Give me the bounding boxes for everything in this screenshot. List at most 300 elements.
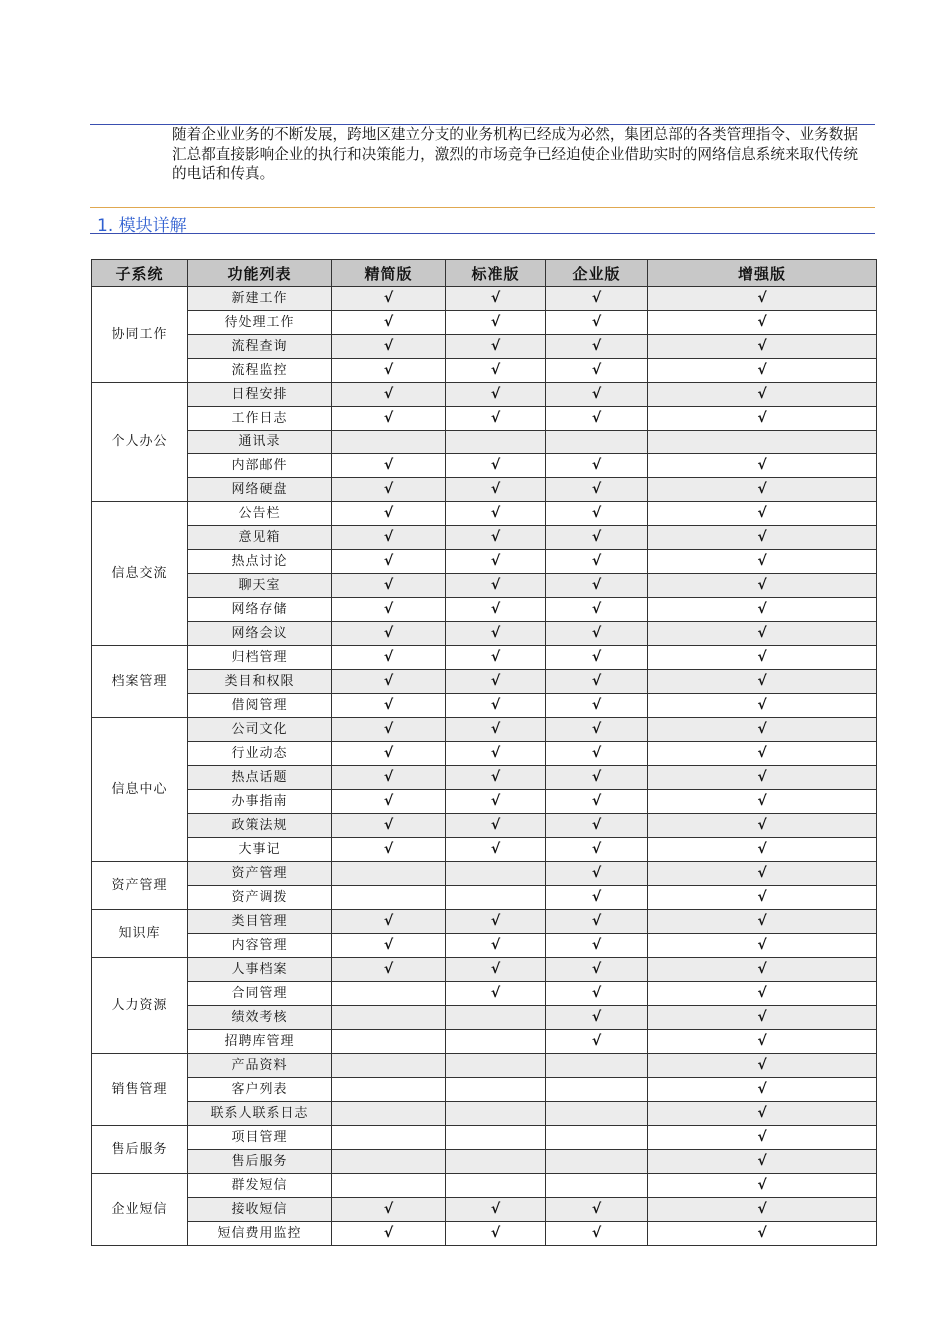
edition-support-cell <box>648 1006 877 1030</box>
edition-support-cell <box>648 431 877 454</box>
edition-support-cell <box>332 311 446 335</box>
check-mark-icon: √ <box>757 697 767 713</box>
subsystem-cell: 资产管理 <box>92 862 188 910</box>
edition-support-cell <box>446 910 546 934</box>
table-row <box>92 526 877 550</box>
check-mark-icon: √ <box>591 1009 602 1025</box>
check-mark-icon: √ <box>591 1225 602 1241</box>
table-row <box>92 598 877 622</box>
edition-support-cell <box>648 646 877 670</box>
check-mark-icon: √ <box>383 553 394 569</box>
edition-support-cell <box>546 502 648 526</box>
function-cell: 内容管理 <box>188 934 332 958</box>
check-mark-icon: √ <box>757 505 767 521</box>
check-mark-icon: √ <box>757 961 767 977</box>
edition-support-cell <box>332 838 446 862</box>
check-mark-icon: √ <box>490 745 501 761</box>
check-mark-icon: √ <box>757 1201 767 1217</box>
edition-support-cell <box>546 1030 648 1054</box>
edition-support-cell <box>648 359 877 383</box>
check-mark-icon: √ <box>383 745 394 761</box>
check-mark-icon: √ <box>757 338 767 354</box>
table-row <box>92 886 877 910</box>
edition-support-cell <box>648 574 877 598</box>
check-mark-icon: √ <box>591 793 602 809</box>
edition-support-cell <box>648 1198 877 1222</box>
table-row <box>92 934 877 958</box>
check-mark-icon: √ <box>383 314 394 330</box>
edition-support-cell <box>648 550 877 574</box>
check-mark-icon: √ <box>490 913 501 929</box>
edition-support-cell <box>332 1102 446 1126</box>
check-mark-icon: √ <box>591 577 602 593</box>
function-cell: 网络存储 <box>188 598 332 622</box>
edition-support-cell <box>546 526 648 550</box>
edition-support-cell <box>446 454 546 478</box>
check-mark-icon: √ <box>591 841 602 857</box>
edition-support-cell <box>446 1006 546 1030</box>
edition-support-cell <box>446 862 546 886</box>
check-mark-icon: √ <box>490 1201 501 1217</box>
check-mark-icon: √ <box>490 457 501 473</box>
section-rule-top <box>90 207 875 208</box>
check-mark-icon: √ <box>490 314 501 330</box>
edition-support-cell <box>546 622 648 646</box>
edition-support-cell <box>332 526 446 550</box>
check-mark-icon: √ <box>757 1057 767 1073</box>
edition-support-cell <box>546 646 648 670</box>
check-mark-icon: √ <box>383 649 394 665</box>
table-row <box>92 1102 877 1126</box>
edition-support-cell <box>648 1054 877 1078</box>
table-row <box>92 335 877 359</box>
check-mark-icon: √ <box>383 577 394 593</box>
edition-support-cell <box>648 790 877 814</box>
function-cell: 意见箱 <box>188 526 332 550</box>
edition-support-cell <box>648 886 877 910</box>
table-row <box>92 287 877 311</box>
check-mark-icon: √ <box>591 362 602 378</box>
edition-support-cell <box>648 958 877 982</box>
function-cell: 办事指南 <box>188 790 332 814</box>
edition-support-cell <box>332 335 446 359</box>
edition-support-cell <box>446 1174 546 1198</box>
function-cell: 合同管理 <box>188 982 332 1006</box>
check-mark-icon: √ <box>591 553 602 569</box>
check-mark-icon: √ <box>757 1129 767 1145</box>
check-mark-icon: √ <box>383 481 394 497</box>
check-mark-icon: √ <box>591 697 602 713</box>
check-mark-icon: √ <box>383 362 394 378</box>
check-mark-icon: √ <box>383 817 394 833</box>
edition-support-cell <box>648 814 877 838</box>
edition-support-cell <box>446 622 546 646</box>
check-mark-icon: √ <box>591 961 602 977</box>
check-mark-icon: √ <box>383 625 394 641</box>
section-title: 1. 模块详解 <box>97 216 187 236</box>
edition-support-cell <box>446 359 546 383</box>
table-row <box>92 694 877 718</box>
edition-support-cell <box>648 622 877 646</box>
edition-support-cell <box>332 598 446 622</box>
table-row <box>92 670 877 694</box>
check-mark-icon: √ <box>757 601 767 617</box>
edition-support-cell <box>546 718 648 742</box>
function-cell: 产品资料 <box>188 1054 332 1078</box>
edition-support-cell <box>332 934 446 958</box>
table-row <box>92 622 877 646</box>
edition-support-cell <box>446 574 546 598</box>
edition-support-cell <box>446 407 546 431</box>
edition-support-cell <box>332 574 446 598</box>
edition-support-cell <box>546 1006 648 1030</box>
edition-support-cell <box>546 670 648 694</box>
edition-support-cell <box>546 454 648 478</box>
section-rule-bottom <box>90 233 875 234</box>
edition-support-cell <box>648 526 877 550</box>
function-cell: 聊天室 <box>188 574 332 598</box>
function-cell: 借阅管理 <box>188 694 332 718</box>
check-mark-icon: √ <box>757 290 767 306</box>
edition-support-cell <box>546 550 648 574</box>
check-mark-icon: √ <box>757 1081 767 1097</box>
edition-support-cell <box>648 1078 877 1102</box>
function-cell: 接收短信 <box>188 1198 332 1222</box>
check-mark-icon: √ <box>490 481 501 497</box>
edition-support-cell <box>446 1054 546 1078</box>
check-mark-icon: √ <box>591 625 602 641</box>
edition-support-cell <box>332 694 446 718</box>
edition-support-cell <box>446 383 546 407</box>
edition-support-cell <box>332 766 446 790</box>
edition-support-cell <box>332 718 446 742</box>
function-cell: 网络硬盘 <box>188 478 332 502</box>
check-mark-icon: √ <box>490 961 501 977</box>
check-mark-icon: √ <box>757 1105 767 1121</box>
check-mark-icon: √ <box>490 362 501 378</box>
edition-support-cell <box>648 934 877 958</box>
check-mark-icon: √ <box>591 721 602 737</box>
check-mark-icon: √ <box>757 841 767 857</box>
subsystem-cell: 知识库 <box>92 910 188 958</box>
edition-support-cell <box>332 431 446 454</box>
edition-support-cell <box>332 1126 446 1150</box>
check-mark-icon: √ <box>383 601 394 617</box>
table-row <box>92 1174 877 1198</box>
edition-support-cell <box>546 359 648 383</box>
table-row <box>92 862 877 886</box>
function-cell: 流程查询 <box>188 335 332 359</box>
check-mark-icon: √ <box>591 985 602 1001</box>
edition-support-cell <box>446 958 546 982</box>
check-mark-icon: √ <box>591 889 602 905</box>
edition-support-cell <box>332 1150 446 1174</box>
check-mark-icon: √ <box>757 889 767 905</box>
edition-support-cell <box>446 886 546 910</box>
check-mark-icon: √ <box>757 913 767 929</box>
edition-support-cell <box>648 478 877 502</box>
table-row <box>92 766 877 790</box>
function-cell: 公告栏 <box>188 502 332 526</box>
intro-paragraph: 随着企业业务的不断发展，跨地区建立分支的业务机构已经成为必然，集团总部的各类管理指令、业务数据汇总都直接影响企业的执行和决策能力，激烈的市场竞争已经迫使企业借助实时的网络信息系统来取代传统的电话和传真。 <box>172 126 858 182</box>
check-mark-icon: √ <box>490 793 501 809</box>
subsystem-cell: 信息中心 <box>92 718 188 862</box>
function-cell: 网络会议 <box>188 622 332 646</box>
check-mark-icon: √ <box>757 553 767 569</box>
function-cell: 人事档案 <box>188 958 332 982</box>
function-cell: 售后服务 <box>188 1150 332 1174</box>
table-row <box>92 407 877 431</box>
check-mark-icon: √ <box>383 457 394 473</box>
edition-support-cell <box>332 958 446 982</box>
edition-support-cell <box>546 383 648 407</box>
function-cell: 类目和权限 <box>188 670 332 694</box>
edition-support-cell <box>648 1174 877 1198</box>
check-mark-icon: √ <box>490 410 501 426</box>
edition-support-cell <box>546 958 648 982</box>
table-row <box>92 359 877 383</box>
check-mark-icon: √ <box>757 793 767 809</box>
check-mark-icon: √ <box>383 529 394 545</box>
edition-support-cell <box>648 838 877 862</box>
edition-support-cell <box>546 790 648 814</box>
check-mark-icon: √ <box>591 290 602 306</box>
edition-support-cell <box>332 982 446 1006</box>
check-mark-icon: √ <box>383 290 394 306</box>
check-mark-icon: √ <box>490 721 501 737</box>
check-mark-icon: √ <box>591 937 602 953</box>
edition-support-cell <box>332 862 446 886</box>
edition-support-cell <box>332 1222 446 1246</box>
edition-support-cell <box>446 1102 546 1126</box>
edition-support-cell <box>648 1126 877 1150</box>
function-cell: 绩效考核 <box>188 1006 332 1030</box>
edition-support-cell <box>332 1174 446 1198</box>
check-mark-icon: √ <box>591 769 602 785</box>
table-body <box>92 287 877 1246</box>
function-cell: 内部邮件 <box>188 454 332 478</box>
table-row <box>92 790 877 814</box>
edition-support-cell <box>648 1030 877 1054</box>
edition-support-cell <box>546 1078 648 1102</box>
edition-support-cell <box>446 550 546 574</box>
check-mark-icon: √ <box>757 1177 767 1193</box>
edition-support-cell <box>546 478 648 502</box>
check-mark-icon: √ <box>757 529 767 545</box>
subsystem-cell: 信息交流 <box>92 502 188 646</box>
check-mark-icon: √ <box>757 1225 767 1241</box>
table-row <box>92 1006 877 1030</box>
edition-support-cell <box>332 1054 446 1078</box>
function-cell: 政策法规 <box>188 814 332 838</box>
edition-support-cell <box>332 646 446 670</box>
header-function-list: 功能列表 <box>188 260 332 287</box>
check-mark-icon: √ <box>490 817 501 833</box>
check-mark-icon: √ <box>591 673 602 689</box>
edition-support-cell <box>332 886 446 910</box>
table-row <box>92 502 877 526</box>
function-cell: 资产管理 <box>188 862 332 886</box>
edition-support-cell <box>546 1126 648 1150</box>
edition-support-cell <box>446 694 546 718</box>
edition-support-cell <box>446 502 546 526</box>
check-mark-icon: √ <box>383 769 394 785</box>
edition-support-cell <box>446 1150 546 1174</box>
function-cell: 工作日志 <box>188 407 332 431</box>
function-cell: 联系人联系日志 <box>188 1102 332 1126</box>
edition-support-cell <box>446 1222 546 1246</box>
function-cell: 客户列表 <box>188 1078 332 1102</box>
check-mark-icon: √ <box>591 338 602 354</box>
edition-support-cell <box>546 598 648 622</box>
header-subsystem: 子系统 <box>92 260 188 287</box>
check-mark-icon: √ <box>757 1153 767 1169</box>
check-mark-icon: √ <box>757 314 767 330</box>
check-mark-icon: √ <box>591 529 602 545</box>
table-row <box>92 550 877 574</box>
edition-support-cell <box>546 311 648 335</box>
check-mark-icon: √ <box>490 673 501 689</box>
check-mark-icon: √ <box>591 410 602 426</box>
edition-support-cell <box>332 1198 446 1222</box>
edition-support-cell <box>446 982 546 1006</box>
table-row <box>92 1054 877 1078</box>
edition-support-cell <box>446 1126 546 1150</box>
edition-support-cell <box>648 383 877 407</box>
function-cell: 类目管理 <box>188 910 332 934</box>
check-mark-icon: √ <box>490 769 501 785</box>
function-cell: 流程监控 <box>188 359 332 383</box>
check-mark-icon: √ <box>591 817 602 833</box>
edition-support-cell <box>446 1198 546 1222</box>
check-mark-icon: √ <box>757 410 767 426</box>
edition-support-cell <box>332 910 446 934</box>
check-mark-icon: √ <box>383 721 394 737</box>
edition-support-cell <box>332 742 446 766</box>
edition-support-cell <box>446 598 546 622</box>
table-row <box>92 742 877 766</box>
function-cell: 公司文化 <box>188 718 332 742</box>
table-row <box>92 910 877 934</box>
edition-support-cell <box>648 598 877 622</box>
check-mark-icon: √ <box>490 386 501 402</box>
edition-support-cell <box>648 718 877 742</box>
edition-support-cell <box>332 1078 446 1102</box>
edition-support-cell <box>332 814 446 838</box>
table-row <box>92 431 877 454</box>
check-mark-icon: √ <box>591 314 602 330</box>
edition-support-cell <box>446 478 546 502</box>
function-cell: 行业动态 <box>188 742 332 766</box>
check-mark-icon: √ <box>383 697 394 713</box>
check-mark-icon: √ <box>490 985 501 1001</box>
edition-support-cell <box>546 431 648 454</box>
edition-support-cell <box>332 383 446 407</box>
function-cell: 招聘库管理 <box>188 1030 332 1054</box>
check-mark-icon: √ <box>591 386 602 402</box>
check-mark-icon: √ <box>757 865 767 881</box>
check-mark-icon: √ <box>757 769 767 785</box>
edition-support-cell <box>648 454 877 478</box>
check-mark-icon: √ <box>591 745 602 761</box>
check-mark-icon: √ <box>490 697 501 713</box>
edition-support-cell <box>648 1222 877 1246</box>
function-cell: 资产调拨 <box>188 886 332 910</box>
edition-support-cell <box>546 574 648 598</box>
check-mark-icon: √ <box>490 1225 501 1241</box>
edition-support-cell <box>546 1102 648 1126</box>
table-row <box>92 814 877 838</box>
edition-support-cell <box>446 766 546 790</box>
check-mark-icon: √ <box>490 290 501 306</box>
edition-support-cell <box>648 766 877 790</box>
edition-support-cell <box>332 502 446 526</box>
edition-support-cell <box>332 454 446 478</box>
check-mark-icon: √ <box>591 649 602 665</box>
edition-support-cell <box>546 838 648 862</box>
check-mark-icon: √ <box>383 338 394 354</box>
check-mark-icon: √ <box>383 913 394 929</box>
check-mark-icon: √ <box>591 457 602 473</box>
edition-support-cell <box>648 982 877 1006</box>
edition-support-cell <box>332 287 446 311</box>
function-cell: 大事记 <box>188 838 332 862</box>
header-enhanced-edition: 增强版 <box>648 260 877 287</box>
edition-support-cell <box>546 1198 648 1222</box>
edition-support-cell <box>332 478 446 502</box>
edition-support-cell <box>446 646 546 670</box>
check-mark-icon: √ <box>383 961 394 977</box>
edition-support-cell <box>648 862 877 886</box>
edition-support-cell <box>546 1150 648 1174</box>
edition-support-cell <box>332 407 446 431</box>
check-mark-icon: √ <box>383 937 394 953</box>
table-row <box>92 311 877 335</box>
table-row <box>92 646 877 670</box>
edition-support-cell <box>332 1006 446 1030</box>
subsystem-cell: 档案管理 <box>92 646 188 718</box>
feature-table <box>91 259 877 1246</box>
edition-support-cell <box>446 526 546 550</box>
edition-support-cell <box>648 287 877 311</box>
check-mark-icon: √ <box>591 913 602 929</box>
check-mark-icon: √ <box>383 505 394 521</box>
edition-support-cell <box>446 718 546 742</box>
subsystem-cell: 人力资源 <box>92 958 188 1054</box>
check-mark-icon: √ <box>490 553 501 569</box>
edition-support-cell <box>546 934 648 958</box>
check-mark-icon: √ <box>757 649 767 665</box>
table-row <box>92 574 877 598</box>
check-mark-icon: √ <box>757 673 767 689</box>
check-mark-icon: √ <box>591 1201 602 1217</box>
table-row <box>92 1030 877 1054</box>
edition-support-cell <box>546 1054 648 1078</box>
function-cell: 新建工作 <box>188 287 332 311</box>
check-mark-icon: √ <box>591 601 602 617</box>
edition-support-cell <box>648 311 877 335</box>
table-row <box>92 1078 877 1102</box>
table-row <box>92 1150 877 1174</box>
edition-support-cell <box>648 502 877 526</box>
edition-support-cell <box>446 1078 546 1102</box>
edition-support-cell <box>546 766 648 790</box>
function-cell: 待处理工作 <box>188 311 332 335</box>
check-mark-icon: √ <box>383 386 394 402</box>
subsystem-cell: 企业短信 <box>92 1174 188 1246</box>
check-mark-icon: √ <box>757 386 767 402</box>
table-row <box>92 1222 877 1246</box>
